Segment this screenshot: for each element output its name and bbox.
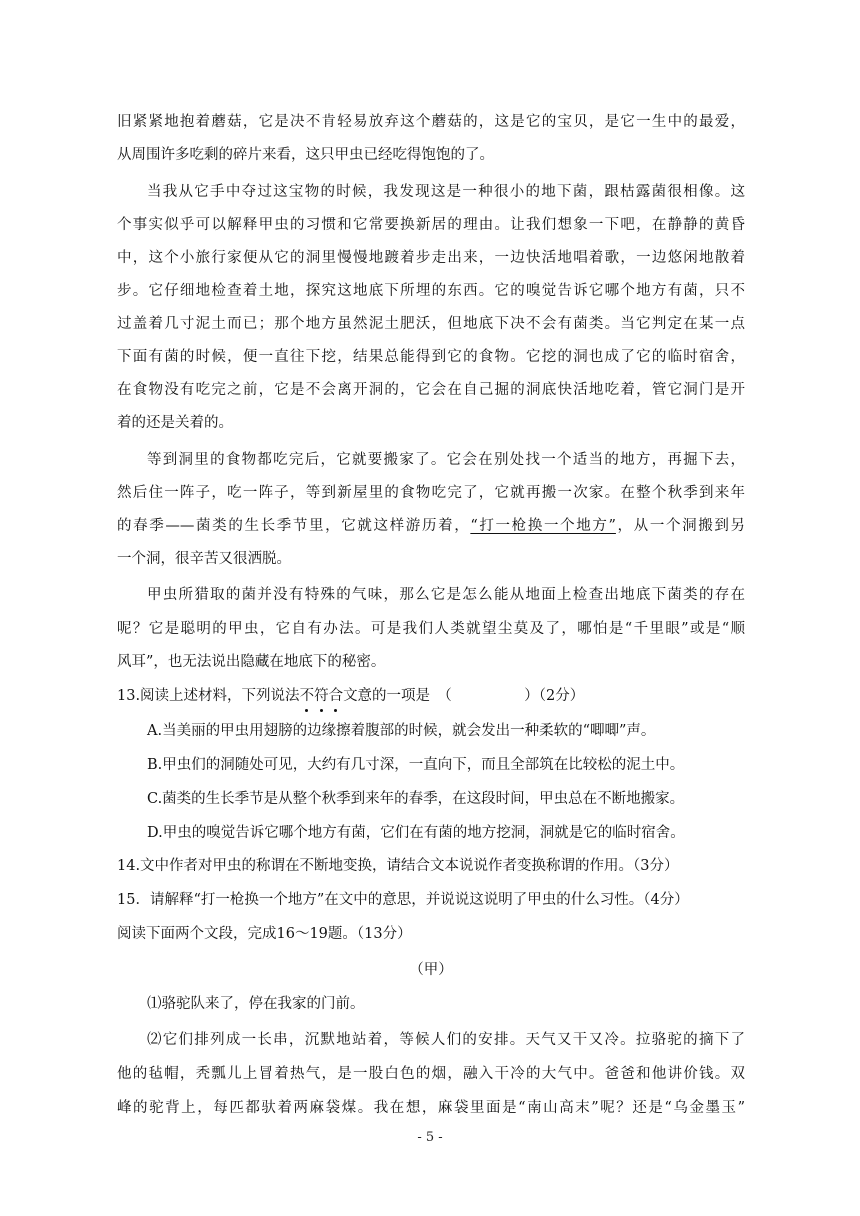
text-line: 从周围许多吃剩的碎片来看，这只甲虫已经吃得饱饱的了。 — [117, 147, 494, 163]
q13-text: 13.阅读上述材料，下列说法 — [117, 688, 300, 704]
question-15: 15．请解释“打一枪换一个地方”在文中的意思，并说说这说明了甲虫的什么习性。（4分） — [117, 892, 689, 908]
text-line: 当我从它手中夺过这宝物的时候，我发现这是一种很小的地下菌，跟枯露菌很相像。这 — [147, 184, 745, 200]
section-title: （甲） — [409, 962, 453, 978]
emphasis-char: 不 — [299, 688, 315, 704]
text-line-with-quote — [117, 516, 745, 536]
underlined-quote: “打一枪换一个地方” — [470, 518, 616, 534]
option-d: D.甲虫的嗅觉告诉它哪个地方有菌，它们在有菌的地方挖洞，洞就是它的临时宿舍。 — [147, 825, 685, 841]
reading-instruction: 阅读下面两个文段，完成16～19题。（13分） — [117, 926, 412, 942]
text-line: 中，这个小旅行家便从它的洞里慢慢地踱着步走出来，一边快活地唱着歌，一边悠闲地散着 — [117, 250, 745, 266]
text-segment: ，从一个洞搬到另 — [615, 518, 746, 534]
text-line: 步。它仔细地检查着土地，探究这地底下所埋的东西。它的嗅觉告诉它哪个地方有菌，只不 — [117, 283, 745, 299]
text-line: 下面有菌的时候，便一直往下挖，结果总能得到它的食物。它挖的洞也成了它的临时宿舍， — [117, 349, 745, 365]
question-14: 14.文中作者对甲虫的称谓在不断地变换，请结合文本说说作者变换称谓的作用。（3分） — [117, 858, 679, 874]
text-line: 着的还是关着的。 — [117, 415, 233, 431]
text-line: 峰的驼背上，每匹都驮着两麻袋煤。我在想，麻袋里面是“南山高末”呢？还是“乌金墨玉” — [117, 1100, 745, 1116]
text-line: 个事实似乎可以解释甲虫的习惯和它常要换新居的理由。让我们想象一下吧，在静静的黄昏 — [117, 217, 745, 233]
text-line: 一个洞，很辛苦又很洒脱。 — [117, 551, 291, 567]
text-line: 等到洞里的食物都吃完后，它就要搬家了。它会在别处找一个适当的地方，再掘下去， — [147, 452, 745, 468]
text-line: ⑵它们排列成一长串，沉默地站着，等候人们的安排。天气又干又冷。拉骆驼的摘下了 — [147, 1032, 745, 1048]
option-a: A.当美丽的甲虫用翅膀的边缘擦着腹部的时候，就会发出一种柔软的“唧唧”声。 — [147, 723, 656, 739]
page-number: - 5 - — [417, 1130, 443, 1145]
text-line: 他的毡帽，秃瓢儿上冒着热气，是一股白色的烟，融入干冷的大气中。爸爸和他讲价钱。双 — [117, 1066, 745, 1082]
text-line: 过盖着几寸泥土而已；那个地方虽然泥土肥沃，但地底下决不会有菌类。当它判定在某一点 — [117, 316, 745, 332]
option-c: C.菌类的生长季节是从整个秋季到来年的春季，在这段时间，甲虫总在不断地搬家。 — [147, 791, 685, 807]
text-line: 旧紧紧地抱着蘑菇，它是决不肯轻易放弃这个蘑菇的，这是它的宝贝，是它一生中的最爱， — [117, 114, 745, 130]
text-line: 然后住一阵子，吃一阵子，等到新屋里的食物吃完了，它就再搬一次家。在整个秋季到来年 — [117, 485, 745, 501]
text-segment: 的春季——菌类的生长季节里，它就这样游历着， — [117, 518, 471, 534]
text-line: 呢？它是聪明的甲虫，它自有办法。可是我们人类就望尘莫及了，哪怕是“千里眼”或是“顺 — [117, 621, 745, 637]
text-line: 在食物没有吃完之前，它是不会离开洞的，它会在自己掘的洞底快活地吃着，管它洞门是开 — [117, 382, 745, 398]
question-13 — [117, 686, 745, 706]
text-line: 甲虫所猎取的菌并没有特殊的气味，那么它是怎么能从地面上检查出地底下菌类的存在 — [147, 587, 745, 603]
paragraph-1: ⑴骆驼队来了，停在我家的门前。 — [147, 996, 365, 1012]
emphasis-char: 符 — [314, 688, 329, 704]
q13-text: 文意的一项是 （ ）（2分） — [343, 688, 585, 704]
emphasis-char: 合 — [328, 688, 344, 704]
text-line: 风耳”，也无法说出隐藏在地底下的秘密。 — [117, 654, 386, 670]
option-b: B.甲虫们的洞随处可见，大约有几寸深，一直向下，而且全部筑在比较松的泥土中。 — [147, 757, 685, 773]
